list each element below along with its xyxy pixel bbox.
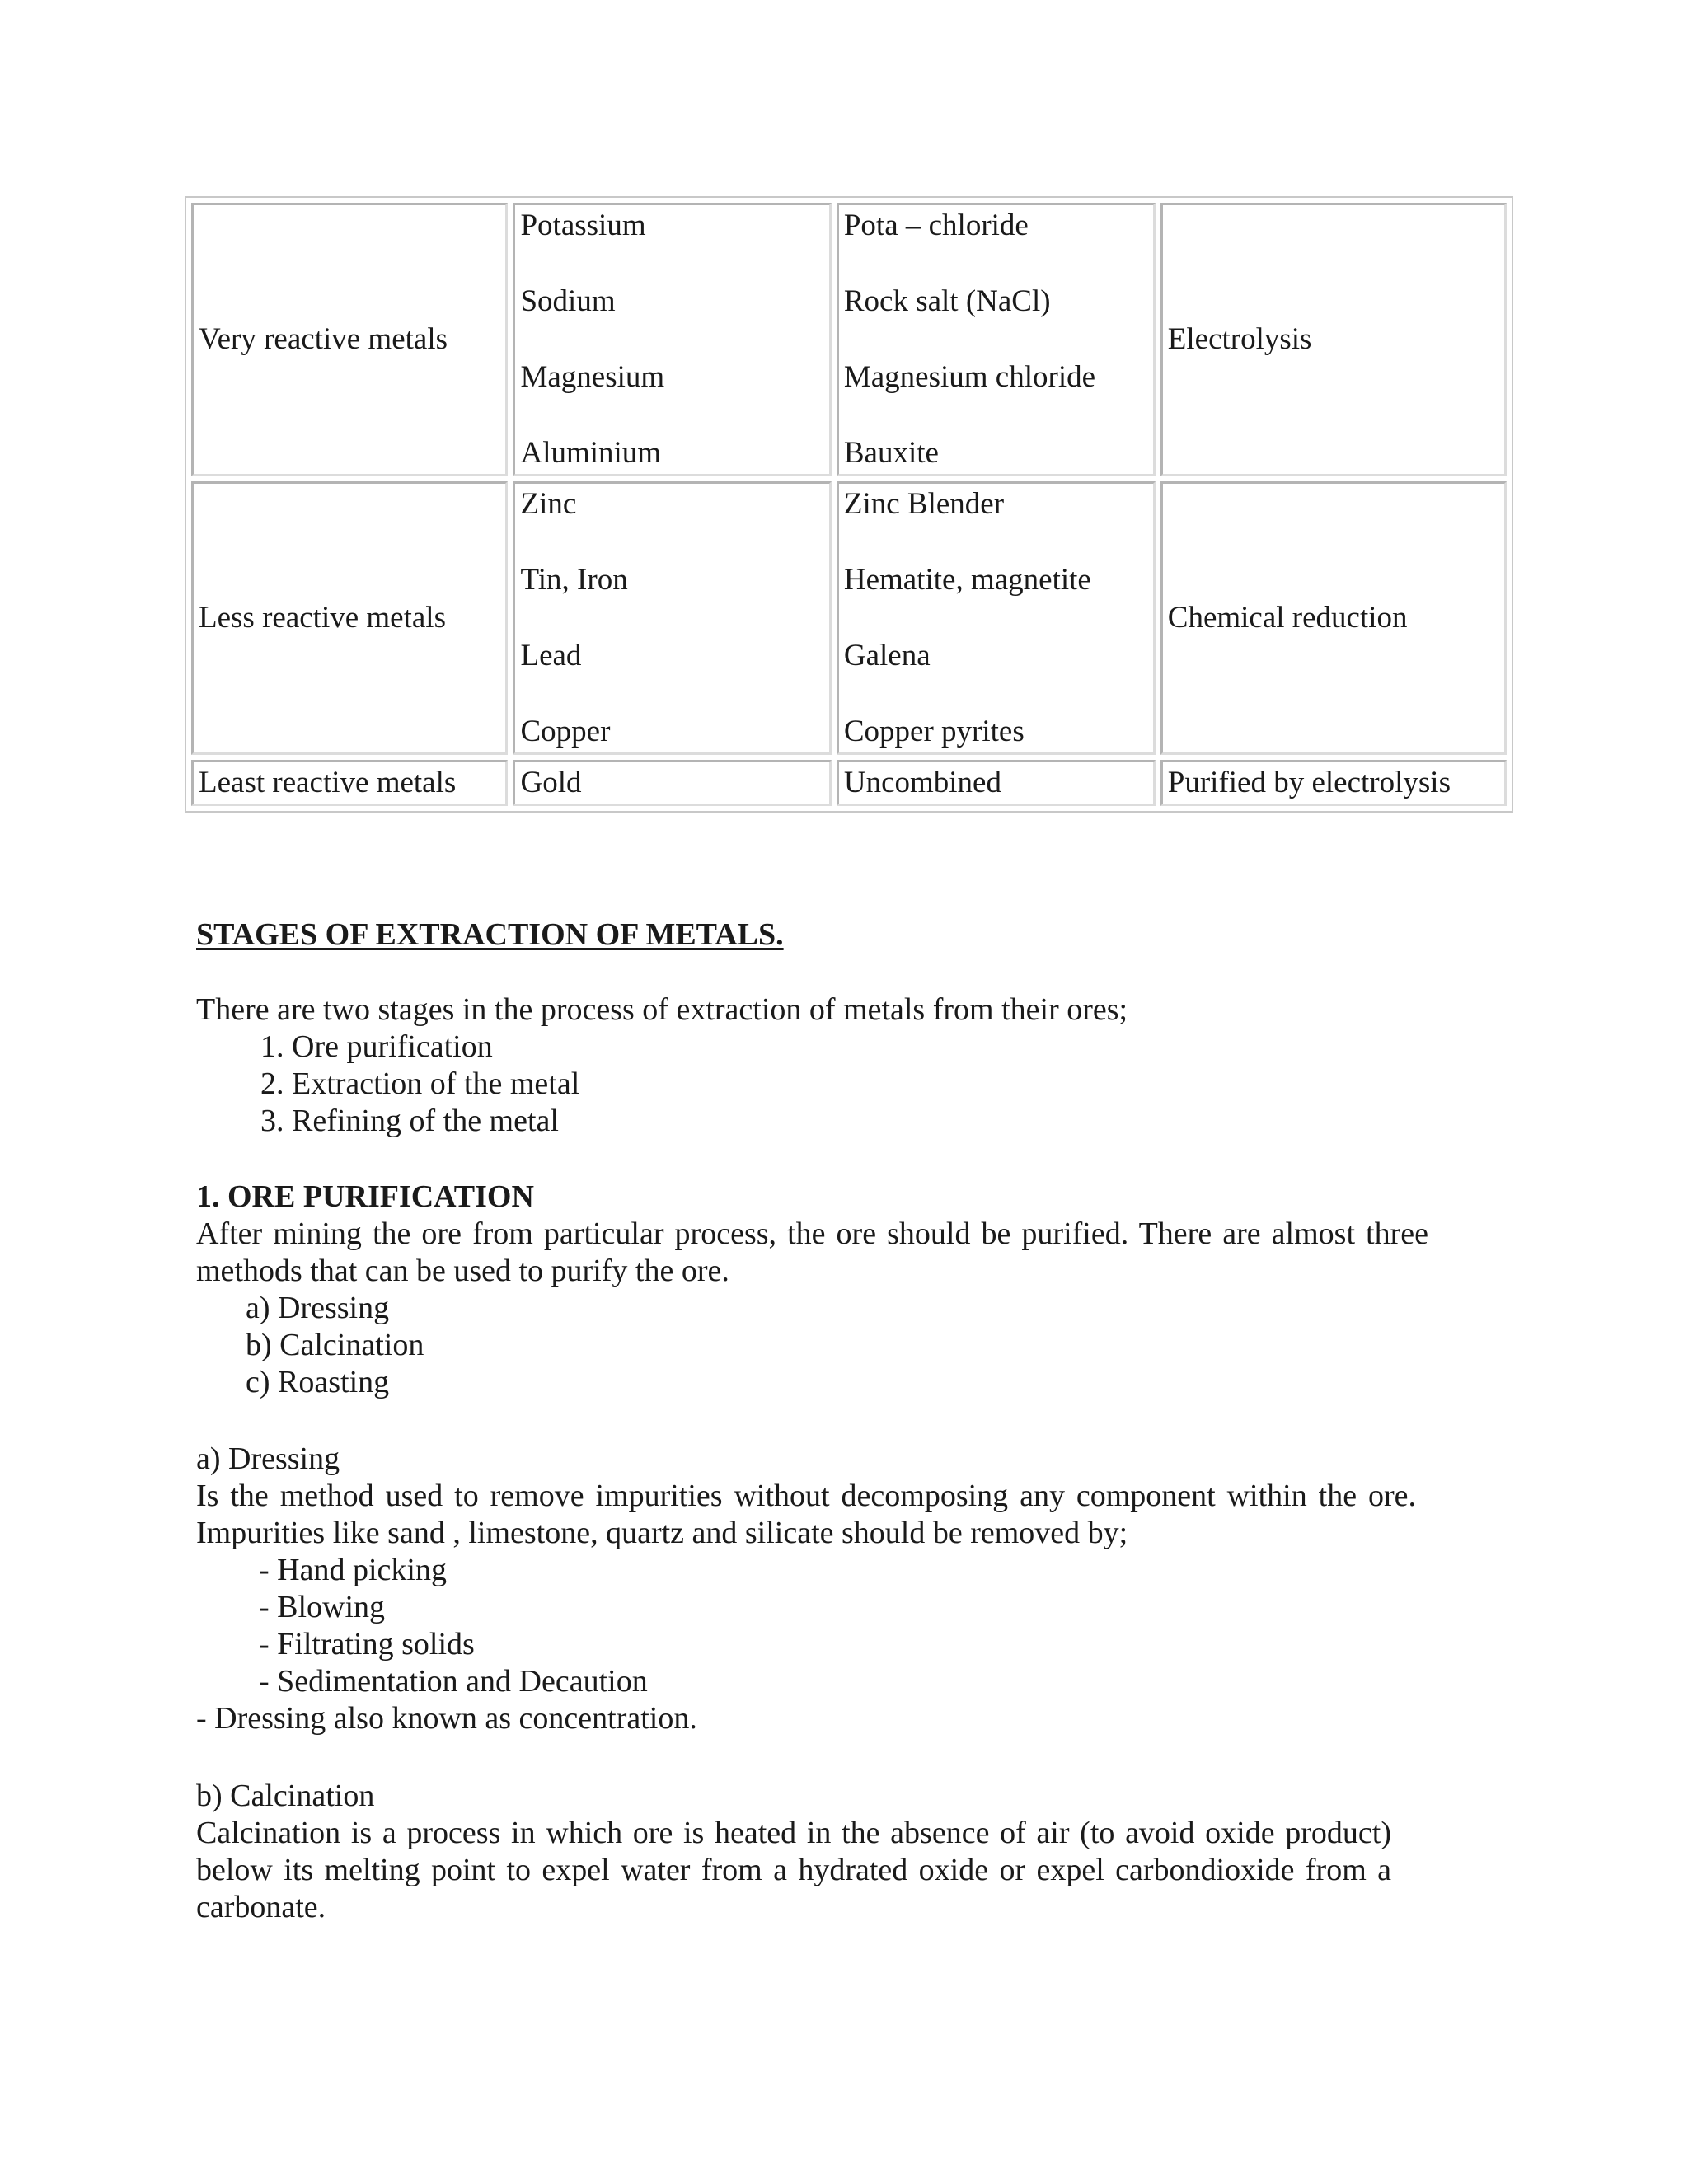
metals-cell: Gold — [513, 760, 831, 806]
list-item: c) Roasting — [246, 1365, 390, 1399]
ore-name: Bauxite — [843, 436, 939, 470]
note: - Dressing also known as concentration. — [196, 1701, 697, 1736]
metal-name: Copper — [520, 715, 611, 748]
ore-name: Pota – chloride — [843, 209, 1029, 242]
ore-purification-section — [196, 1179, 1428, 1401]
ore-name: Hematite, magnetite — [843, 563, 1091, 597]
metal-name: Lead — [520, 639, 582, 673]
subsection-title: b) Calcination — [196, 1779, 375, 1813]
metal-name: Tin, Iron — [520, 563, 628, 597]
list-item: - Sedimentation and Decaution — [259, 1664, 648, 1699]
ore-name: Rock salt (NaCl) — [843, 284, 1051, 318]
subsection-title: a) Dressing — [196, 1441, 340, 1476]
calcination-section — [196, 1778, 1391, 1926]
method-cell: Purified by electrolysis — [1160, 760, 1507, 806]
metal-name: Aluminium — [520, 436, 662, 470]
method-cell: Electrolysis — [1160, 203, 1507, 476]
stages-section — [196, 916, 1515, 1140]
section-heading: STAGES OF EXTRACTION OF METALS. — [196, 917, 784, 952]
category-cell: Less reactive metals — [191, 481, 508, 755]
list-item: - Hand picking — [259, 1553, 447, 1587]
ores-cell — [837, 203, 1156, 476]
list-item: a) Dressing — [246, 1291, 390, 1325]
metals-cell — [513, 481, 831, 755]
ore-name: Galena — [843, 639, 931, 673]
table-row — [191, 760, 1507, 806]
list-item: 3. Refining of the metal — [260, 1104, 559, 1138]
table-row — [191, 481, 1507, 755]
ores-cell: Uncombined — [837, 760, 1156, 806]
ore-name: Copper pyrites — [843, 715, 1025, 748]
method-cell: Chemical reduction — [1160, 481, 1507, 755]
category-cell: Least reactive metals — [191, 760, 508, 806]
paragraph: After mining the ore from particular process, the ore should be purified. There are almost three methods that can be used to purify the ore. — [196, 1216, 1428, 1288]
stages-intro: There are two stages in the process of extraction of metals from their ores; — [196, 992, 1128, 1027]
ores-cell — [837, 481, 1156, 755]
list-item: 2. Extraction of the metal — [260, 1066, 580, 1101]
list-item: - Filtrating solids — [259, 1627, 475, 1661]
category-cell: Very reactive metals — [191, 203, 508, 476]
paragraph: Is the method used to remove impurities without decomposing any component within the ore. Impurities like sand , limestone, quartz and silicate should be removed by; — [196, 1479, 1416, 1550]
list-item: b) Calcination — [246, 1328, 424, 1362]
list-item: 1. Ore purification — [260, 1029, 493, 1064]
dressing-section — [196, 1441, 1416, 1737]
paragraph: Calcination is a process in which ore is heated in the absence of air (to avoid oxide product) below its melting point to expel water from a hydrated oxide or expel carbondioxide from a carbonate. — [196, 1816, 1391, 1924]
metal-extraction-table — [185, 196, 1513, 813]
list-item: - Blowing — [259, 1590, 386, 1624]
ore-name: Zinc Blender — [843, 487, 1005, 521]
metal-name: Sodium — [520, 284, 616, 318]
table-row — [191, 203, 1507, 476]
metal-name: Zinc — [520, 487, 577, 521]
section-heading: 1. ORE PURIFICATION — [196, 1179, 534, 1214]
metals-cell — [513, 203, 831, 476]
ore-name: Magnesium chloride — [843, 360, 1096, 394]
metal-name: Magnesium — [520, 360, 665, 394]
metal-name: Potassium — [520, 209, 646, 242]
